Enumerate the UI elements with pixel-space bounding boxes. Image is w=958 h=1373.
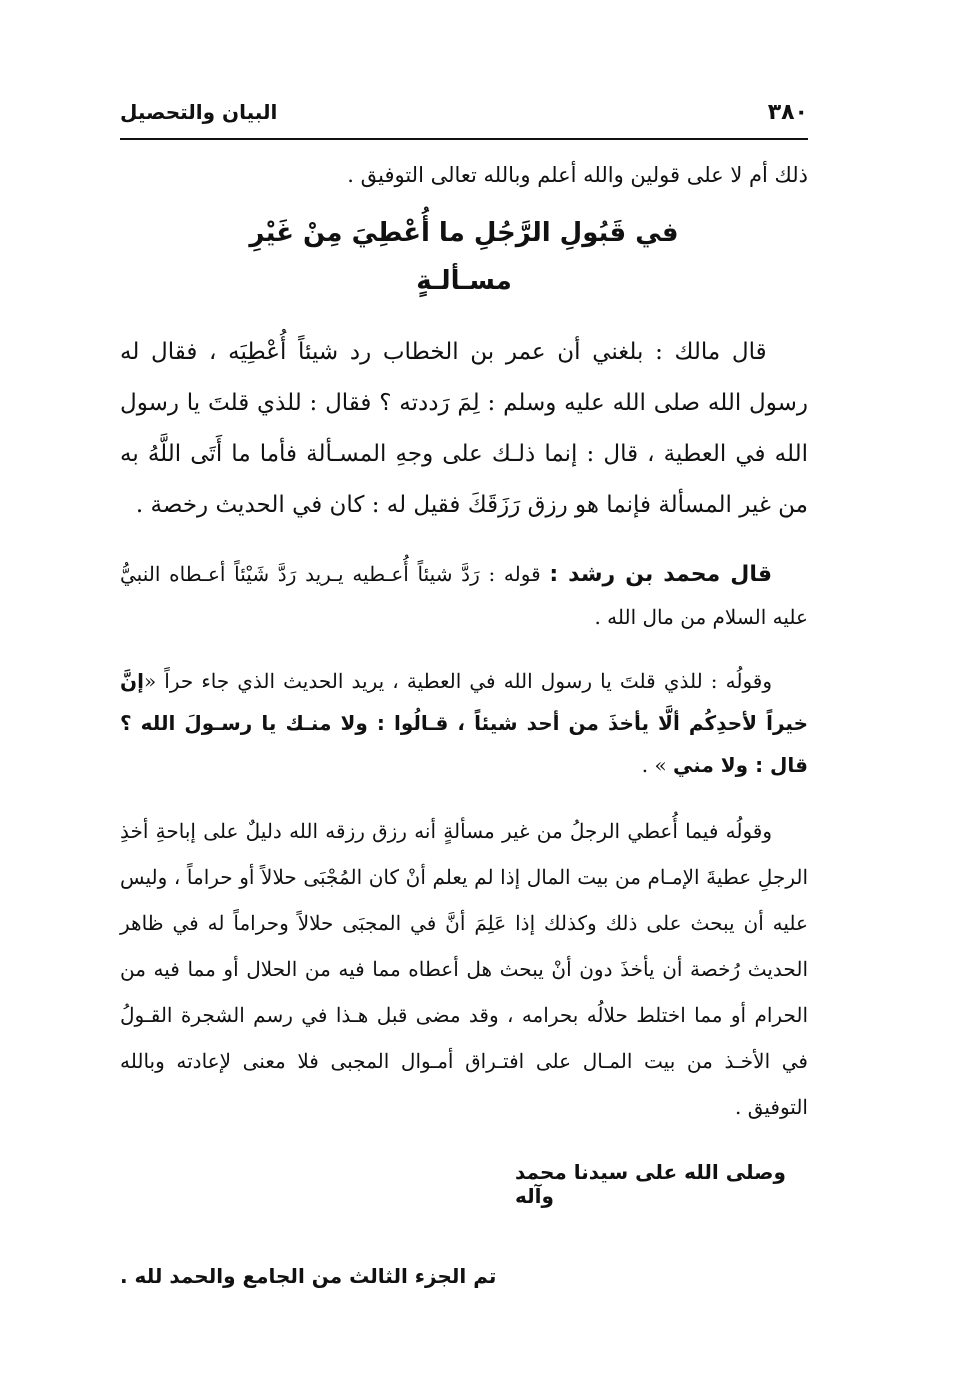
section-heading <box>120 209 808 305</box>
volume-colophon: تم الجزء الثالث من الجامع والحمد لله . <box>120 1264 497 1288</box>
paragraph-ibn-rushd-text: قوله : رَدَّ شيئاً أُعـطيه يـريد رَدَّ شَيْئاً أعـطاه النبيُّ عليه السلام من مال الله . <box>120 562 808 629</box>
closing-blessing: وصلى الله على سيدنا محمد وآله <box>515 1160 786 1208</box>
paragraph-commentary: وقولُه فيما أُعطي الرجلُ من غير مسألةٍ أنه رزق رزقه الله دليلٌ على إباحةِ أخذِ الرجلِ عطيةَ الإمـام من بيت المال إذا لم يعلم أنْ كان المُجْبَى حلالاً أو حراماً ، وليس عليه أن يبحث على ذلك وكذلك إذا عَلِمَ أنَّ في المجبَى حلالاً وحراماً له في ظاهر الحديث رُخصة أن يأخذَ دون أنْ يبحث هل أعطاه مما فيه من الحلال أو مما فيه من الحرام أو مما اختلط حلالُه بحرامه ، وقد مضى قبل هـذا في رسم الشجرة القـولُ في الأخـذ من بيت المـال على افتـراق أمـوال المجبى فلا معنى لإعادته وبالله التوفيق . <box>120 819 808 1119</box>
paragraph-ibn-rushd <box>120 553 808 638</box>
paragraph-ibn-rushd-lead: قال محمد بن رشد : <box>549 562 772 587</box>
paragraph-hadith-quote: إنَّ خيراً لأحدِكُم ألَّا يأخذَ من أحد شيئاً ، قـالُوا : ولا منـك يا رسـولَ الله ؟ قال : ولا مني <box>120 669 808 777</box>
paragraph-hadith-start: وقولُه : للذي قلتَ يا رسول الله في العطية ، يريد الحديث الذي جاء حراً « <box>143 669 772 693</box>
header-rule <box>120 138 808 140</box>
intro-line: ذلك أم لا على قولين والله أعلم وبالله تعالى التوفيق . <box>347 163 808 187</box>
section-heading-line-2: مسـألـةٍ <box>416 266 512 296</box>
page-header <box>120 92 808 132</box>
page-body <box>120 155 808 1288</box>
paragraph-malik: قال مالك : بلغني أن عمر بن الخطاب رد شيئاً أُعْطِيَه ، فقال له رسول الله صلى الله عليه وسلم : لِمَ رَددته ؟ فقال : للذي قلتَ يا رسول الله في العطية ، قال : إنما ذلـك على وجهِ المسـألة فأما ما أَتَى اللَّهُ به من غير المسألة فإنما هو رزق رَزَقَكَ فقيل له : كان في الحديث رخصة . <box>120 339 808 518</box>
running-title: البيان والتحصيل <box>120 100 278 124</box>
page-number: ٣٨٠ <box>767 99 808 125</box>
paragraph-hadith <box>120 660 808 786</box>
section-heading-line-1: في قَبُولِ الرَّجُلِ ما أُعْطِيَ مِنْ غَيْرِ <box>249 218 679 248</box>
paragraph-hadith-end: » . <box>641 753 674 777</box>
